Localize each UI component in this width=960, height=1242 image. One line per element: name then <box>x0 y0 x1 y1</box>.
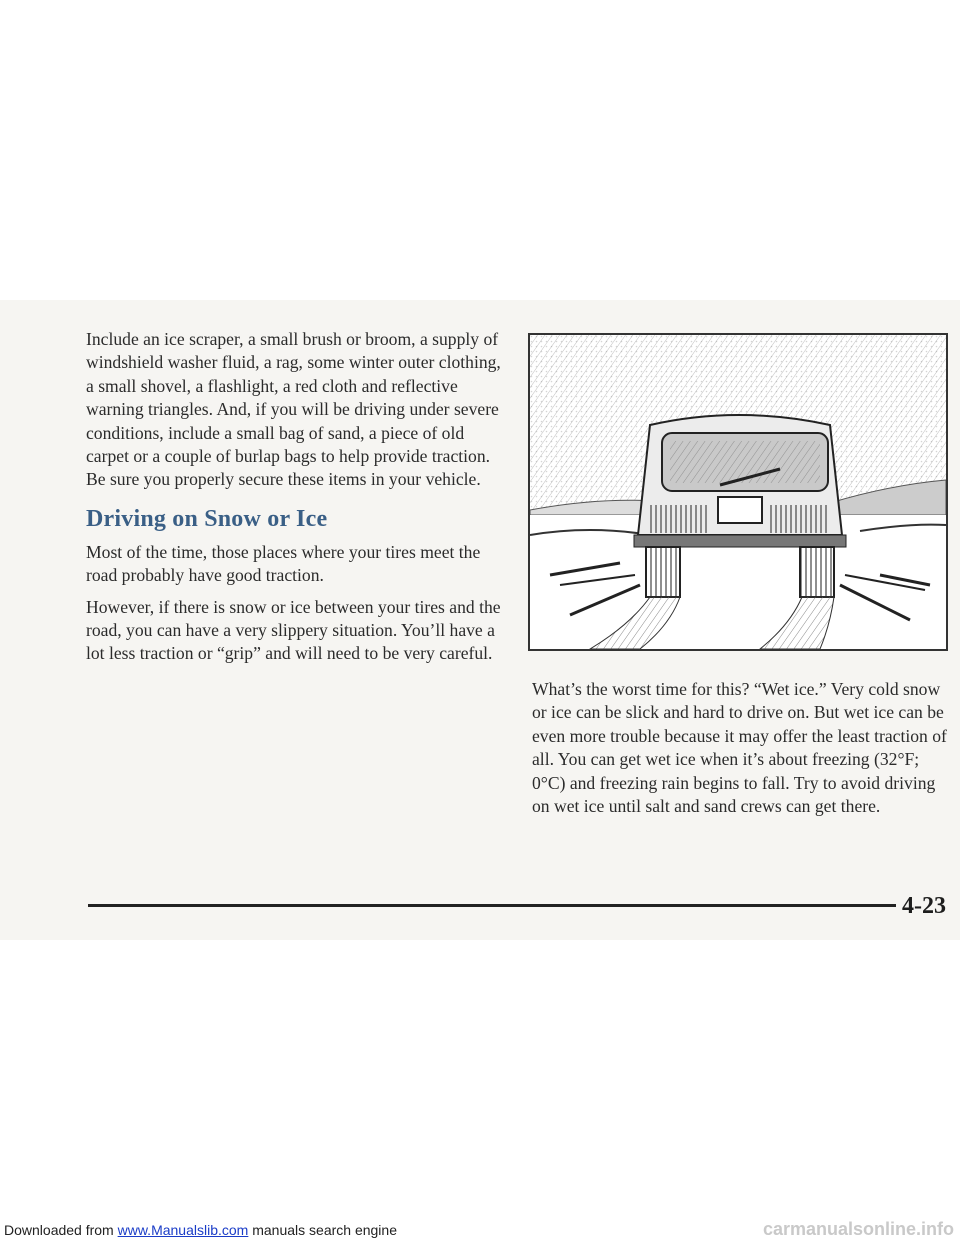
footer-prefix: Downloaded from <box>4 1222 118 1238</box>
intro-paragraph: Include an ice scraper, a small brush or broom, a supply of windshield washer fluid, a rag, some winter outer clothing, a small shovel, a flashlight, a red cloth and reflective warning triangles. And, if you will be driving under severe conditions, include a small bag of sand, a piece of old carpet or a couple of burlap bags to help provide traction. Be sure you properly secure these items in your vehicle. <box>86 329 501 490</box>
slippery-paragraph: However, if there is snow or ice between your tires and the road, you can have a very slippery situation. You’ll have a lot less traction or “grip” and will need to be very careful. <box>86 596 501 664</box>
watermark: carmanualsonline.info <box>762 1219 954 1239</box>
download-footer <box>4 1222 397 1238</box>
van-illustration-svg <box>530 335 946 649</box>
footer-suffix: manuals search engine <box>248 1222 397 1238</box>
section-heading: Driving on Snow or Ice <box>86 505 328 532</box>
footer-rule <box>88 904 896 907</box>
page-number: 4-23 <box>902 893 946 919</box>
right-column <box>532 678 950 826</box>
manualslib-link[interactable]: www.Manualslib.com <box>117 1222 249 1238</box>
van-on-ice-illustration <box>528 333 948 651</box>
wet-ice-paragraph: What’s the worst time for this? “Wet ice.” Very cold snow or ice can be slick and hard to drive on. But wet ice can be even more trouble because it may offer the least traction of all. You can get wet ice when it’s about freezing (32°F; 0°C) and freezing rain begins to fall. Try to avoid driving on wet ice until salt and sand crews can get there. <box>532 679 947 817</box>
traction-paragraph: Most of the time, those places where your tires meet the road probably have good traction. <box>86 541 481 586</box>
left-column <box>86 328 511 674</box>
